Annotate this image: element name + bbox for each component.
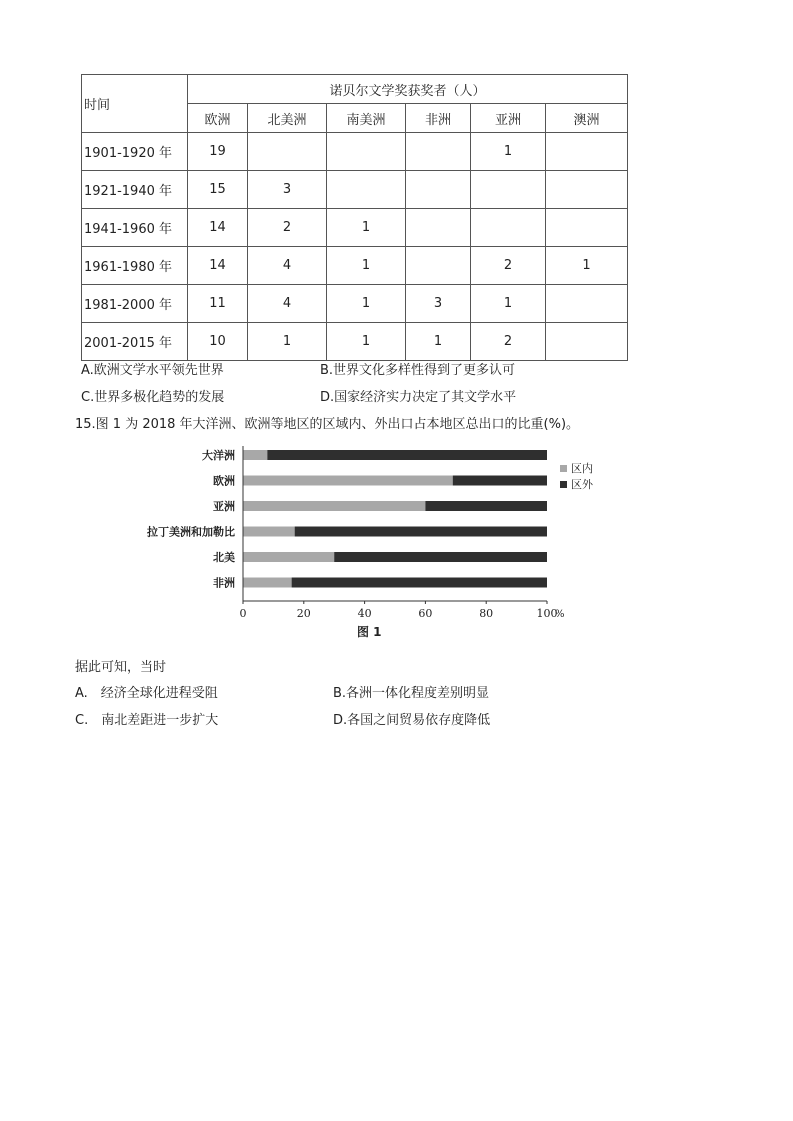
bar-outside [292,578,547,588]
period-cell: 2001-2015 年 [82,323,188,361]
column-header: 南美洲 [327,104,406,133]
table-cell: 3 [248,171,327,209]
table-cell: 10 [188,323,248,361]
legend-swatch [560,465,567,472]
table-cell [546,171,628,209]
table-cell: 1 [327,247,406,285]
q15-stem: 15.图 1 为 2018 年大洋洲、欧洲等地区的区域内、外出口占本地区总出口的比重(%)。 [75,417,580,432]
table-cell: 2 [471,323,546,361]
x-tick-label: 100 [536,607,558,620]
table-cell: 19 [188,133,248,171]
table-cell: 3 [406,285,471,323]
table-row [82,323,628,361]
q15-option-a[interactable]: A. 经济全球化进程受阻 [75,686,218,701]
table-cell: 14 [188,209,248,247]
table-cell: 1 [406,323,471,361]
category-label: 欧洲 [213,474,235,488]
legend-swatch [560,481,567,488]
table-row [82,209,628,247]
x-tick-label: 20 [296,607,311,620]
q14-option-b[interactable]: B.世界文化多样性得到了更多认可 [320,363,516,378]
table-cell: 1 [471,133,546,171]
x-tick-label: 80 [479,607,494,620]
table-cell: 14 [188,247,248,285]
x-tick-label: 40 [357,607,372,620]
column-header: 欧洲 [188,104,248,133]
category-labels [147,448,235,590]
category-label: 非洲 [213,576,235,590]
table-cell [546,209,628,247]
table-cell [546,133,628,171]
figure-caption: 图 1 [357,625,382,639]
table-cell: 4 [248,285,327,323]
bar-inside [243,527,295,537]
table-cell: 1 [327,285,406,323]
table-cell [406,133,471,171]
x-unit-label: % [555,609,565,620]
table-cell: 11 [188,285,248,323]
bar-inside [243,578,292,588]
category-label: 亚洲 [213,500,235,513]
group-header: 诺贝尔文学奖获奖者（人） [188,75,628,104]
bar-inside [243,501,425,511]
column-header: 澳洲 [546,104,628,133]
bar-inside [243,476,453,486]
table-cell [327,133,406,171]
period-cell: 1981-2000 年 [82,285,188,323]
table-cell [471,209,546,247]
x-tick-label: 60 [418,607,433,620]
column-header: 非洲 [406,104,471,133]
table-cell: 1 [327,209,406,247]
table-cell: 1 [327,323,406,361]
period-cell: 1901-1920 年 [82,133,188,171]
table-row [82,247,628,285]
table-cell [406,247,471,285]
period-cell: 1921-1940 年 [82,171,188,209]
table-row [82,133,628,171]
table-cell [546,285,628,323]
category-label: 拉丁美洲和加勒比 [147,525,235,539]
table-cell [406,209,471,247]
table-cell [471,171,546,209]
bar-inside [243,552,334,562]
table-cell: 1 [248,323,327,361]
table-cell [546,323,628,361]
column-header: 北美洲 [248,104,327,133]
legend-label: 区内 [571,462,593,475]
bar-outside [295,527,547,537]
table-cell: 2 [471,247,546,285]
table-row [82,285,628,323]
nobel-table [81,74,628,361]
chart-bars [243,450,547,588]
q14-option-a[interactable]: A.欧洲文学水平领先世界 [81,363,224,378]
table-cell: 2 [248,209,327,247]
table-cell: 1 [471,285,546,323]
table-cell [248,133,327,171]
time-header: 时间 [82,75,188,133]
q15-lead: 据此可知，当时 [75,660,167,675]
table-cell [406,171,471,209]
q15-option-b[interactable]: B.各洲一体化程度差别明显 [333,686,490,701]
legend-label: 区外 [571,478,593,491]
bar-outside [453,476,547,486]
bar-outside [267,450,547,460]
bar-outside [425,501,547,511]
q14-option-c[interactable]: C.世界多极化趋势的发展 [81,390,225,405]
bar-inside [243,450,267,460]
q14-option-d[interactable]: D.国家经济实力决定了其文学水平 [320,390,517,405]
table-cell: 15 [188,171,248,209]
q15-option-c[interactable]: C. 南北差距进一步扩大 [75,713,219,728]
table-cell: 1 [546,247,628,285]
column-header: 亚洲 [471,104,546,133]
chart-legend [560,461,594,491]
period-cell: 1961-1980 年 [82,247,188,285]
table-cell: 4 [248,247,327,285]
table-row [82,171,628,209]
period-cell: 1941-1960 年 [82,209,188,247]
bar-outside [334,552,547,562]
table-cell [327,171,406,209]
category-label: 大洋洲 [202,449,235,462]
x-tick-label: 0 [239,607,247,620]
export-share-chart [140,440,600,620]
q15-option-d[interactable]: D.各国之间贸易依存度降低 [333,713,491,728]
category-label: 北美 [213,551,235,564]
